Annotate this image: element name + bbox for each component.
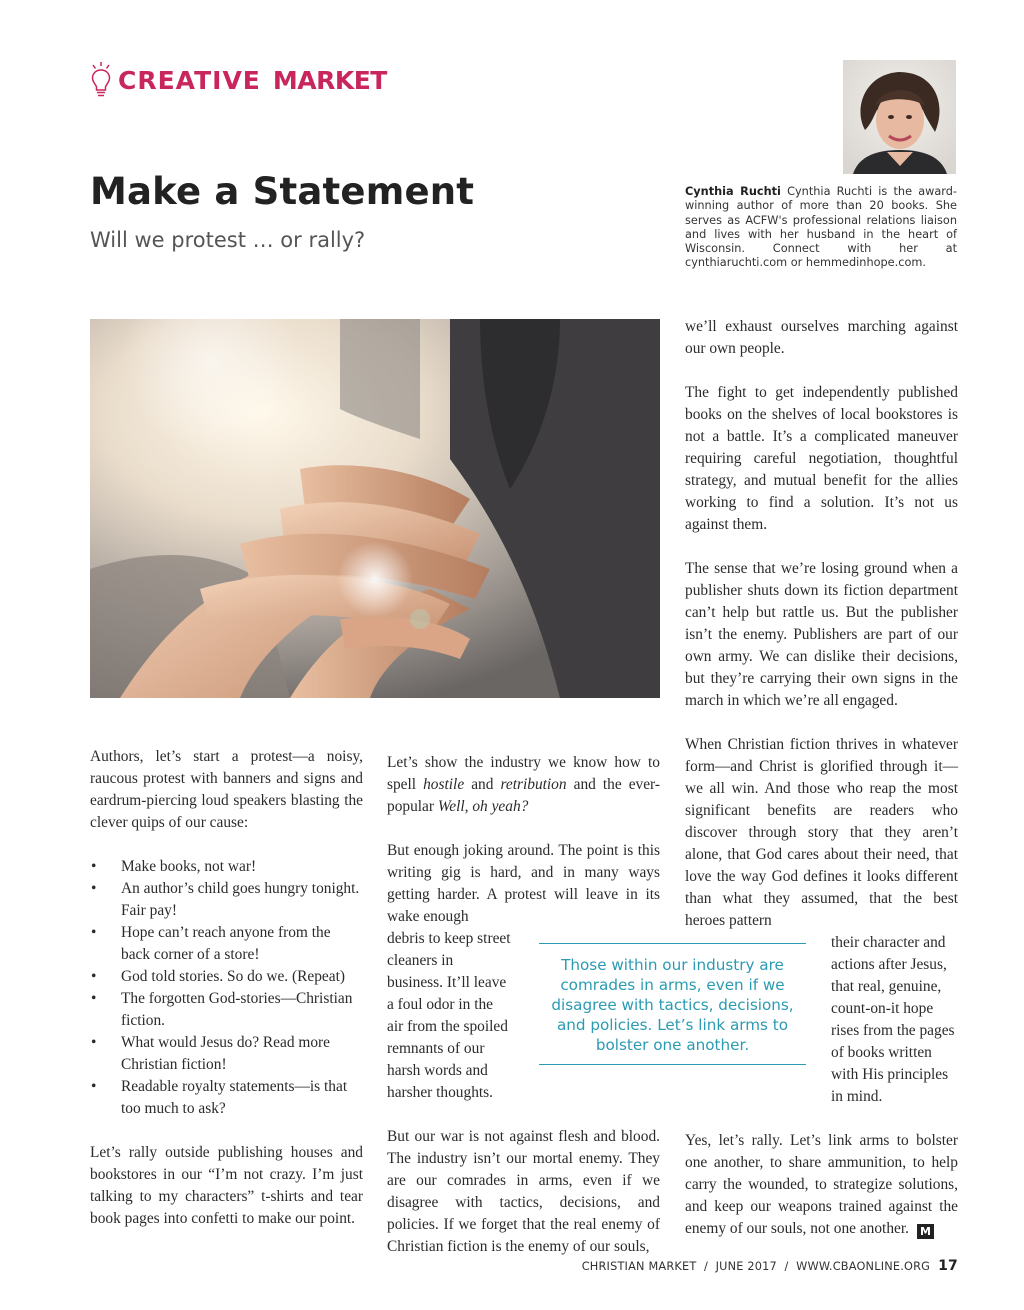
text-run: and the ever-popular xyxy=(387,776,660,815)
paragraph-narrow: their character and actions after Jesus, that real, genuine, count-on-it hope rises from the pages of books written with His principles in mind. xyxy=(831,934,955,1105)
author-name: Cynthia Ruchti xyxy=(685,185,781,198)
article-title: Make a Statement xyxy=(90,170,475,213)
paragraph-narrow: debris to keep street cleaners in business. It’ll leave a foul odor in the air from the spoiled remnants of our harsh words and harsher thoughts. xyxy=(387,930,511,1101)
paragraph: But enough joking around. The point is this writing gig is hard, and in many ways getting harder. A protest will leave in its wake enough xyxy=(387,842,660,925)
lightbulb-icon xyxy=(90,61,112,99)
end-mark-icon: M xyxy=(917,1224,934,1239)
paragraph: But our war is not against flesh and blood. The industry isn’t our mortal enemy. They are our comrades in arms, even if we disagree with tactics, decisions, and policies. If we forget that the real enemy of Christian fiction is the enemy of our souls, xyxy=(387,1128,660,1255)
list-item: • An author’s child goes hungry tonight. Fair pay! xyxy=(90,878,363,922)
brand-creative: CREATIVE xyxy=(118,65,261,95)
paragraph: Authors, let’s start a protest—a noisy, raucous protest with banners and signs and eardrum-piercing loud speakers blasting the clever quips of our cause: xyxy=(90,748,363,831)
hero-photo-stacked-hands xyxy=(90,319,660,698)
italic-run: retribution xyxy=(500,776,567,793)
author-photo xyxy=(843,60,956,174)
paragraph: The fight to get independently published books on the shelves of local bookstores is not a battle. It’s a complicated maneuver requiring careful negotiation, thoughtful strategy, and mutual benefit for the allies working to find a solution. It’s not us against them. xyxy=(685,384,958,533)
footer-text: CHRISTIAN MARKET / JUNE 2017 / WWW.CBAONLINE.ORG xyxy=(581,1260,931,1273)
italic-run: Well, oh yeah? xyxy=(437,798,529,815)
paragraph: The sense that we’re losing ground when a publisher shuts down its fiction department can’t help but rattle us. But the publisher isn’t the enemy. Publishers are part of our own army. We can dislike their decisions, but they’re carrying their own signs in the march in which we’re all engaged. xyxy=(685,560,958,709)
list-item: • Hope can’t reach anyone from the back corner of a store! xyxy=(90,922,363,966)
paragraph-final xyxy=(685,1130,958,1240)
author-bio xyxy=(685,185,957,271)
list-item: • Readable royalty statements—is that too much to ask? xyxy=(90,1076,363,1120)
paragraph: Let’s rally outside publishing houses and bookstores in our “I’m not crazy. I’m just talking to my characters” t-shirts and tear book pages into confetti to make our point. xyxy=(90,1144,363,1227)
pull-quote: Those within our industry are comrades in arms, even if we disagree with tactics, decisions, and policies. Let’s link arms to bolster one another. xyxy=(539,943,806,1065)
paragraph xyxy=(387,752,660,818)
list-item: • The forgotten God-stories—Christian fiction. xyxy=(90,988,363,1032)
text-run: Yes, let’s rally. Let’s link arms to bolster one another, to share ammunition, to help carry the wounded, to strategize solutions, and keep our weapons trained against the enemy of our souls, not one another. xyxy=(685,1132,958,1237)
list-item: • God told stories. So do we. (Repeat) xyxy=(90,966,363,988)
list-item: • What would Jesus do? Read more Christian fiction! xyxy=(90,1032,363,1076)
article-column-1 xyxy=(90,746,363,1252)
list-item: • Make books, not war! xyxy=(90,856,363,878)
section-brand xyxy=(90,58,387,102)
page-footer xyxy=(582,1258,958,1274)
page-number: 17 xyxy=(938,1258,958,1274)
paragraph: When Christian fiction thrives in whatever form—and Christ is glorified through it—we all win. And those who reap the most significant benefits are readers who discover through story that they aren’t alone, that God cares about their need, that love the way God defines it looks different than what they assumed, that the best heroes pattern xyxy=(685,736,958,929)
italic-run: hostile xyxy=(423,776,465,793)
author-bio-text: Cynthia Ruchti is the award-winning author of more than 20 books. She serves as ACFW's professional relations liaison and lives with her husband in the heart of Wisconsin. Connect with her at cynthiaruchti.com or hemmedinhope.com. xyxy=(685,185,957,270)
text-run: and xyxy=(464,776,501,793)
brand-market: MARKET xyxy=(272,65,387,95)
article-column-3 xyxy=(685,316,958,1262)
text-run: Let’s show the industry we know how to spell xyxy=(387,754,660,793)
paragraph: we’ll exhaust ourselves marching against our own people. xyxy=(685,318,958,357)
protest-slogans-list xyxy=(90,856,363,1120)
article-subtitle: Will we protest … or rally? xyxy=(90,228,366,252)
